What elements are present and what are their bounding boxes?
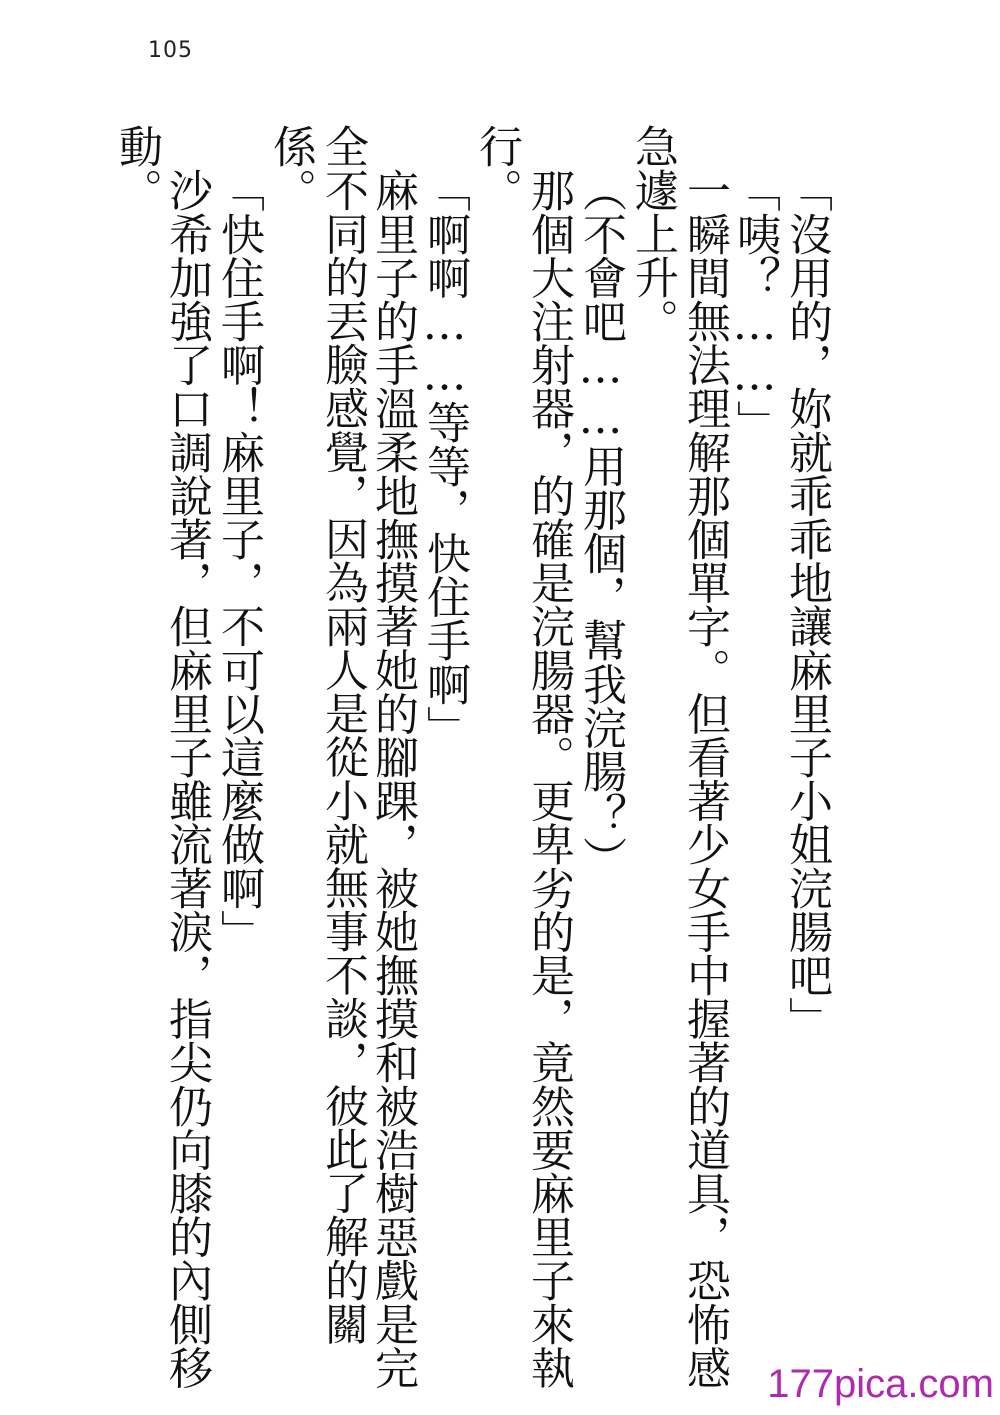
text-column-7: 行。 [471, 124, 522, 212]
watermark: 177pica.com [767, 1362, 994, 1406]
text-column-13: 沙希加強了口調說著，但麻里子雖流著淚，指尖仍向膝的內側移 [161, 168, 212, 1389]
text-column-14: 動。 [111, 124, 162, 212]
page-number: 105 [148, 38, 193, 63]
text-column-11: 係。 [265, 124, 316, 212]
text-column-9: 麻里子的手溫柔地撫摸著她的腳踝，被她撫摸和被浩樹惡戲是完 [367, 168, 418, 1389]
text-column-6: 那個大注射器，的確是浣腸器。更卑劣的是，竟然要麻里子來執 [523, 168, 574, 1389]
text-column-5: （不會吧……用那個，幫我浣腸？） [575, 168, 626, 880]
text-column-12: 「快住手啊！麻里子，不可以這麼做啊」 [213, 168, 264, 953]
text-column-2: 「咦？……」 [729, 168, 780, 444]
text-column-4: 急遽上升。 [627, 124, 678, 343]
text-column-8: 「啊啊……等等，快住手啊」 [419, 168, 470, 749]
text-column-10: 全不同的丟臉感覺，因為兩人是從小就無事不談，彼此了解的關 [317, 124, 368, 1345]
text-column-3: 一瞬間無法理解那個單字。但看著少女手中握著的道具，恐怖感 [679, 168, 730, 1389]
text-column-1: 「沒用的，妳就乖乖地讓麻里子小姐浣腸吧」 [781, 168, 832, 1041]
